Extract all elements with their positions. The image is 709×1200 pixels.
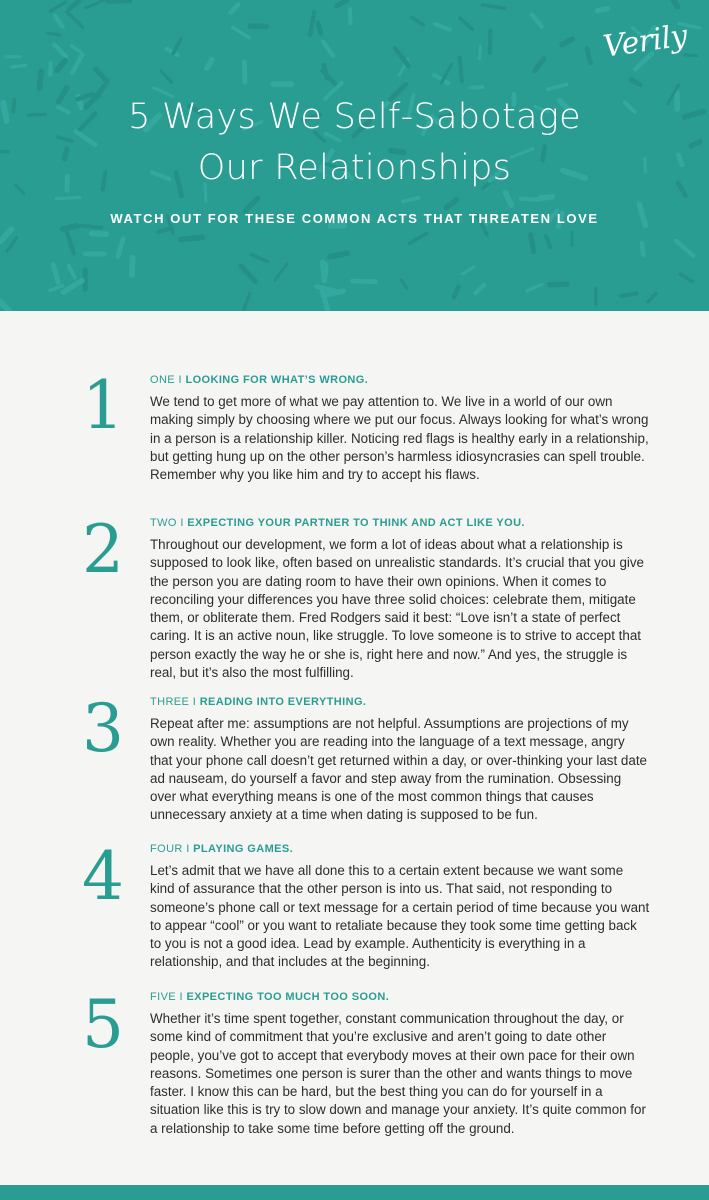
confetti-stroke [549,284,567,285]
confetti-stroke [48,33,60,35]
item-title: READING INTO EVERYTHING. [199,696,367,708]
confetti-stroke [463,267,474,274]
confetti-stroke [207,60,212,69]
confetti-stroke [245,198,258,211]
verily-logo[interactable]: Verily [600,18,690,65]
confetti-stroke [72,46,82,53]
confetti-stroke [527,284,542,291]
confetti-stroke [50,2,65,11]
confetti-stroke [323,262,325,280]
confetti-stroke [181,237,203,239]
item-title: EXPECTING YOUR PARTNER TO THINK AND ACT LIKE YOU. [187,517,525,529]
item-body [150,516,650,682]
confetti-stroke [479,46,480,59]
confetti-stroke [412,18,424,25]
item-number: 2 [82,511,124,588]
confetti-stroke [310,12,314,35]
confetti-stroke [132,258,133,275]
confetti-stroke [7,238,17,251]
confetti-stroke [231,5,238,13]
item-label: FIVE [150,991,177,1003]
confetti-stroke [483,5,505,8]
confetti-stroke [676,241,693,256]
item-heading [150,516,650,530]
confetti-stroke [401,280,407,289]
title-line-2: Our Relationships [197,148,512,188]
item-text: Repeat after me: assumptions are not helpful. Assumptions are projections of my own reality. Whether you are reading into the language of a text message, angry that your phone call doesn’t get returned within a day, or over-thinking your last date ad nauseam, do yourself a favor and step away from the rumination. Obsessing over what everything means is one of the most common things that causes unnecessary anxiety at a time when dating is supposed to be fun. [150,716,647,823]
confetti-stroke [63,281,82,293]
confetti-stroke [252,255,268,262]
confetti-stroke [323,42,333,56]
item-number: 4 [82,838,124,915]
confetti-stroke [642,244,643,255]
confetti-stroke [118,239,123,256]
confetti-stroke [447,200,457,208]
confetti-stroke [242,294,250,311]
item-body [150,990,650,1138]
item-text: Whether it’s time spent together, constant communication throughout the day, or some kind of commitment that you’re exclusive and aren’t going to date other people, you’ve got to accept that everybody moves at their own pace for their own reasons. Sometimes one person is surer than the other and wants things to move faster. I know this can be hard, but the best thing you can do for yourself in a situation like this is try to slow down and manage your anxiety. It’s quite common for a relationship to take some time before getting off the ground. [150,1011,646,1136]
confetti-stroke [69,1,78,9]
item-separator: I [180,517,184,529]
item-body [150,373,650,484]
confetti-stroke [324,65,327,78]
item-body [150,842,650,972]
confetti-stroke [470,87,482,88]
confetti-stroke [55,16,62,26]
confetti-stroke [12,65,26,67]
item-heading [150,695,650,709]
confetti-stroke [57,61,65,70]
item-separator: I [179,991,183,1003]
confetti-stroke [251,26,267,27]
confetti-stroke [670,0,678,7]
confetti-stroke [410,233,427,243]
confetti-stroke [597,9,607,11]
confetti-stroke [53,265,58,283]
confetti-stroke [395,48,408,65]
item-separator: I [178,374,182,386]
item-title: PLAYING GAMES. [193,843,294,855]
confetti-stroke [454,287,458,297]
confetti-stroke [233,27,250,37]
item-text: Let’s admit that we have all done this to a certain extent because we want some kind of assurance that the other person is into us. That said, not responding to someone’s phone call or text message for a certain period of time because you want to appear “cool” or you want to retaliate because they took some time getting back to you is not a good idea. Lead by example. Authenticity is everything in a relationship, and that includes at the beginning. [150,863,650,970]
confetti-stroke [505,193,511,205]
confetti-stroke [685,55,697,56]
item-label: TWO [150,517,177,529]
confetti-stroke [330,253,348,257]
item-separator: I [186,843,190,855]
page-title [0,92,709,194]
confetti-stroke [350,9,351,23]
confetti-stroke [435,24,450,29]
confetti-stroke [96,69,108,82]
confetti-stroke [317,287,336,291]
confetti-stroke [275,264,287,280]
confetti-stroke [0,298,9,311]
confetti-stroke [631,80,640,85]
confetti-stroke [535,59,544,71]
confetti-stroke [562,39,572,45]
confetti-stroke [475,285,484,294]
item-heading [150,842,650,856]
confetti-stroke [173,39,181,54]
confetti-stroke [63,226,76,229]
confetti-stroke [548,84,567,89]
header-banner [0,0,709,311]
item-title: EXPECTING TOO MUCH TOO SOON. [186,991,390,1003]
title-line-1: 5 Ways We Self-Sabotage [128,97,581,137]
confetti-stroke [540,197,553,199]
item-heading [150,373,650,387]
confetti-stroke [337,0,348,6]
item-number: 3 [82,690,124,767]
page-subtitle: WATCH OUT FOR THESE COMMON ACTS THAT THREATEN LOVE [110,211,599,226]
confetti-stroke [532,15,542,27]
item-number: 1 [82,367,124,444]
confetti-stroke [318,23,321,33]
confetti-stroke [67,231,74,253]
item-text: Throughout our development, we form a lot of ideas about what a relationship is supposed to look like, often based on unrealistic standards. It’s crucial that you give the person you are dating room to have their own opinions. When it comes to reconciling your differences you have three solid choices: celebrate them, mitigate them, or obliterate them. Fred Rodgers said it best: “Love isn’t a state of perfect caring. It is an active noun, like struggle. To love someone is to strive to accept that person exactly the way he or she is, right here and now.” And yes, the struggle is real, but it’s also the most fulfilling. [150,537,645,681]
item-label: THREE [150,696,190,708]
confetti-stroke [85,0,104,8]
confetti-stroke [460,18,473,29]
item-number: 5 [82,986,124,1063]
confetti-stroke [69,266,75,278]
footer-bar [0,1185,709,1200]
confetti-stroke [56,198,80,199]
item-separator: I [192,696,197,708]
confetti-stroke [587,48,591,62]
confetti-stroke [621,294,636,297]
item-title: LOOKING FOR WHAT’S WRONG. [185,374,369,386]
confetti-stroke [50,286,63,291]
confetti-stroke [39,71,41,88]
confetti-stroke [460,58,462,82]
confetti-stroke [681,274,692,281]
confetti-stroke [92,233,107,234]
confetti-stroke [546,236,550,247]
confetti-stroke [0,229,11,241]
item-text: We tend to get more of what we pay attention to. We live in a world of our own making simply by choosing where we put our focus. Always looking for what’s wrong in a person is a relationship killer. Noticing red flags is healthy early in a relationship, but getting hung up on the other person’s harmless idiosyncrasies can spell trouble. Remember why you like him and try to accept his flaws. [150,394,649,483]
confetti-stroke [72,55,82,73]
confetti-stroke [648,294,656,302]
item-label: FOUR [150,843,183,855]
confetti-stroke [241,266,255,281]
confetti-stroke [244,62,245,82]
confetti-stroke [403,198,419,202]
confetti-stroke [54,45,66,57]
confetti-stroke [161,71,172,82]
confetti-stroke [521,199,539,200]
item-label: ONE [150,374,176,386]
confetti-stroke [67,12,83,27]
item-heading [150,990,650,1004]
confetti-stroke [352,281,376,282]
item-body [150,695,650,825]
confetti-stroke [531,235,534,252]
